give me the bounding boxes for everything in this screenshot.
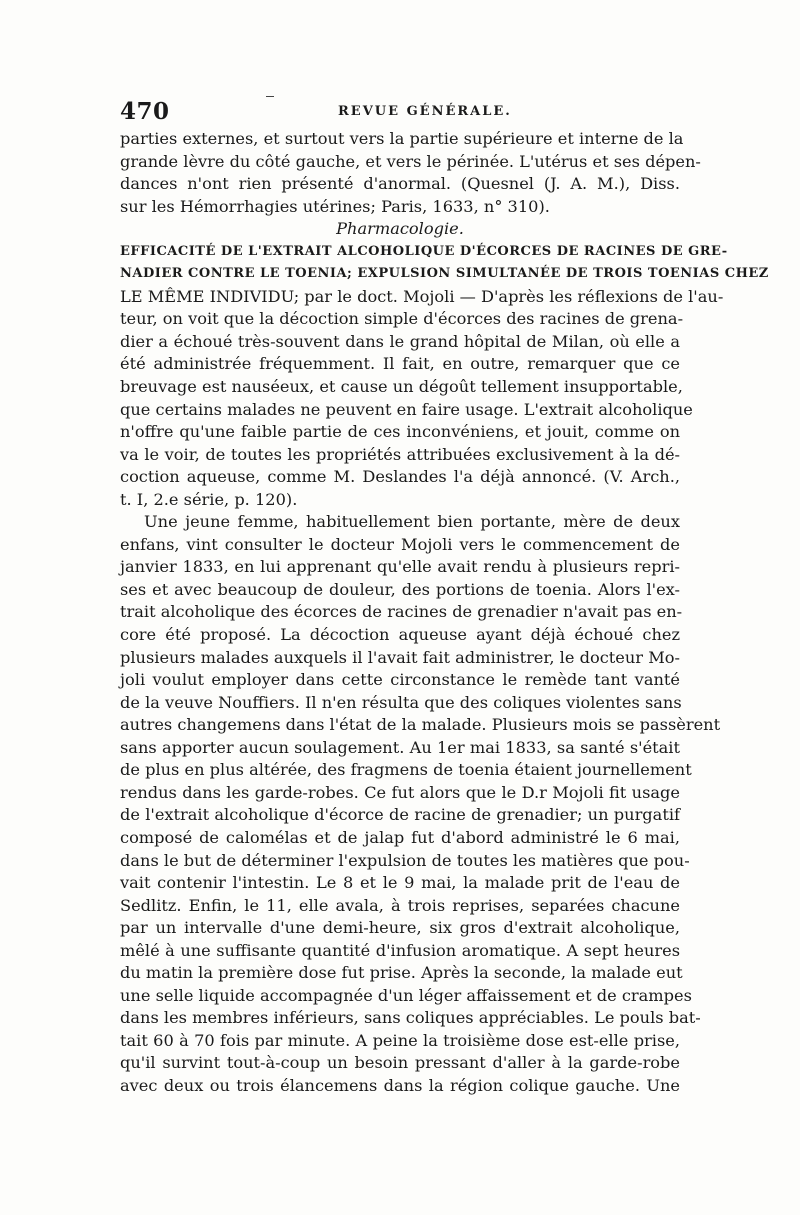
text-line: de l'extrait alcoholique d'écorce de racine de grenadier; un purgatif (120, 805, 680, 825)
text-line: joli voulut employer dans cette circonstance le remède tant vanté (120, 670, 680, 690)
text-line: t. I, 2.e série, p. 120). (120, 489, 298, 509)
header-rule (266, 96, 274, 97)
text-line: grande lèvre du côté gauche, et vers le périnée. L'utérus et ses dépen- (120, 151, 701, 171)
text-line: NADIER CONTRE LE TOENIA; EXPULSION SIMULTANÉE DE TROIS TOENIAS CHEZ (120, 266, 769, 282)
text-line: composé de calomélas et de jalap fut d'abord administré le 6 mai, (120, 827, 680, 847)
text-line: teur, on voit que la décoction simple d'écorces des racines de grena- (120, 309, 684, 329)
body-text (120, 128, 769, 1098)
text-line: EFFICACITÉ DE L'EXTRAIT ALCOHOLIQUE D'ÉCORCES DE RACINES DE GRE- (120, 243, 728, 259)
text-line: que certains malades ne peuvent en faire usage. L'extrait alcoholique (120, 399, 693, 419)
text-line: dier a échoué très-souvent dans le grand hôpital de Milan, où elle a (120, 331, 680, 351)
text-line: dans les membres inférieurs, sans coliques appréciables. Le pouls bat- (120, 1008, 701, 1028)
text-line: breuvage est nauséeux, et cause un dégoût tellement insupportable, (120, 377, 683, 397)
text-line: ses et avec beaucoup de douleur, des portions de toenia. Alors l'ex- (120, 579, 680, 599)
page-number: 470 (120, 98, 170, 125)
text-line: parties externes, et surtout vers la partie supérieure et interne de la (120, 129, 684, 148)
text-line: par un intervalle d'une demi-heure, six gros d'extrait alcoholique, (120, 918, 680, 938)
text-line: rendus dans les garde-robes. Ce fut alors que le D.r Mojoli fit usage (120, 782, 680, 802)
text-line: plusieurs malades auxquels il l'avait fait administrer, le docteur Mo- (120, 647, 680, 667)
text-line: de plus en plus altérée, des fragmens de toenia étaient journellement (120, 760, 692, 780)
text-line: mêlé à une suffisante quantité d'infusion aromatique. A sept heures (120, 940, 680, 960)
text-line: tait 60 à 70 fois par minute. A peine la troisième dose est-elle prise, (120, 1030, 680, 1050)
text-line: enfans, vint consulter le docteur Mojoli vers le commencement de (120, 534, 680, 554)
text-line: sans apporter aucun soulagement. Au 1er mai 1833, sa santé s'était (120, 737, 680, 757)
text-line: été administrée fréquemment. Il fait, en outre, remarquer que ce (120, 354, 680, 374)
running-title: REVUE GÉNÉRALE. (338, 104, 512, 119)
section-heading: Pharmacologie. (336, 219, 464, 239)
text-line: Une jeune femme, habituellement bien portante, mère de deux (144, 512, 680, 532)
text-line: du matin la première dose fut prise. Après la seconde, la malade eut (120, 963, 683, 983)
text-line: vait contenir l'intestin. Le 8 et le 9 mai, la malade prit de l'eau de (120, 873, 680, 893)
text-line: dances n'ont rien présenté d'anormal. (Quesnel (J. A. M.), Diss. (120, 174, 680, 194)
text-line: va le voir, de toutes les propriétés attribuées exclusivement à la dé- (120, 444, 680, 464)
text-line: LE MÊME INDIVIDU; par le doct. Mojoli — D'après les réflexions de l'au- (120, 286, 724, 306)
text-line: coction aqueuse, comme M. Deslandes l'a déjà annoncé. (V. Arch., (120, 467, 680, 487)
page-header (120, 98, 680, 126)
text-line: avec deux ou trois élancemens dans la région colique gauche. Une (120, 1075, 680, 1095)
text-line: une selle liquide accompagnée d'un léger affaissement et de crampes (120, 985, 692, 1005)
text-line: core été proposé. La décoction aqueuse ayant déjà échoué chez (120, 625, 680, 645)
text-line: trait alcoholique des écorces de racines de grenadier n'avait pas en- (120, 602, 683, 622)
text-line: de la veuve Nouffiers. Il n'en résulta que des coliques violentes sans (120, 692, 682, 712)
text-line: dans le but de déterminer l'expulsion de toutes les matières que pou- (120, 850, 690, 870)
text-line: autres changemens dans l'état de la malade. Plusieurs mois se passèrent (120, 715, 721, 735)
text-line: Sedlitz. Enfin, le 11, elle avala, à trois reprises, separées chacune (120, 895, 680, 915)
text-line: n'offre qu'une faible partie de ces inconvéniens, et jouit, comme on (120, 422, 680, 442)
text-line: sur les Hémorrhagies utérines; Paris, 1633, n° 310). (120, 196, 550, 216)
text-line: qu'il survint tout-à-coup un besoin pressant d'aller à la garde-robe (120, 1053, 680, 1073)
text-line: janvier 1833, en lui apprenant qu'elle avait rendu à plusieurs repri- (120, 557, 680, 577)
